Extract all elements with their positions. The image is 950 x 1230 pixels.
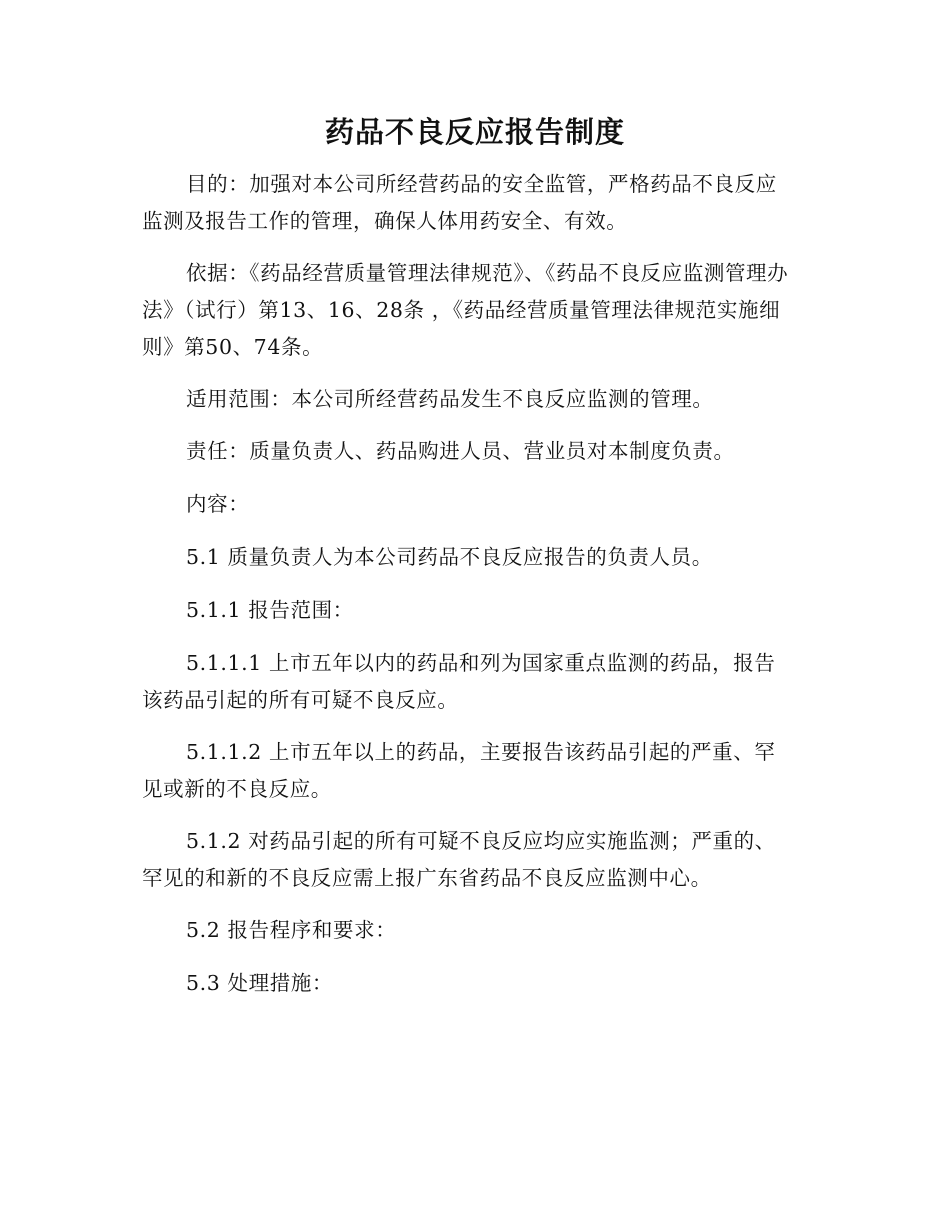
paragraph-5-1-1-1: 5.1.1.1 上市五年以内的药品和列为国家重点监测的药品，报告该药品引起的所有可疑不良反应。: [142, 651, 776, 712]
paragraph-content-heading: 内容：: [186, 492, 250, 516]
paragraph-5-1-2: 5.1.2 对药品引起的所有可疑不良反应均应实施监测；严重的、罕见的和新的不良反应需上报广东省药品不良反应监测中心。: [142, 829, 776, 890]
paragraph-5-1-1-2: 5.1.1.2 上市五年以上的药品，主要报告该药品引起的严重、罕见或新的不良反应。: [142, 740, 776, 801]
document-title: 药品不良反应报告制度: [324, 115, 625, 149]
paragraph-5-1-1: 5.1.1 报告范围：: [186, 598, 354, 622]
paragraph-5-2: 5.2 报告程序和要求：: [186, 918, 397, 942]
paragraph-basis: 依据：《药品经营质量管理法律规范》、《药品不良反应监测管理办法》（试行）第13、16、28条 ，《药品经营质量管理法律规范实施细则》第50、74条。: [142, 261, 789, 359]
paragraph-purpose: 目的：加强对本公司所经营药品的安全监管，严格药品不良反应监测及报告工作的管理，确保人体用药安全、有效。: [142, 172, 777, 233]
paragraph-5-1: 5.1 质量负责人为本公司药品不良反应报告的负责人员。: [186, 545, 713, 569]
paragraph-5-3: 5.3 处理措施：: [186, 971, 334, 995]
paragraph-scope: 适用范围：本公司所经营药品发生不良反应监测的管理。: [186, 387, 714, 411]
paragraph-responsibility: 责任：质量负责人、药品购进人员、营业员对本制度负责。: [186, 439, 735, 463]
